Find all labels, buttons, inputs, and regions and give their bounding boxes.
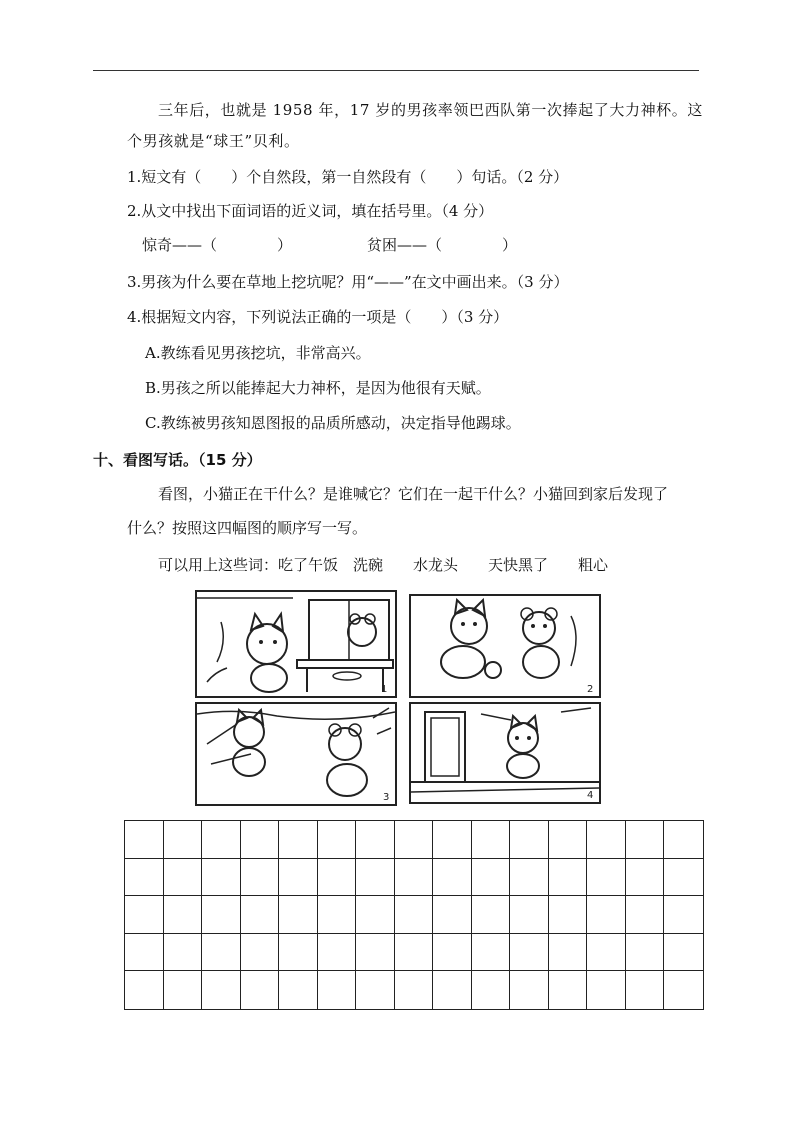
grid-cell[interactable]	[664, 896, 703, 934]
grid-cell[interactable]	[626, 971, 665, 1009]
grid-cell[interactable]	[395, 934, 434, 972]
grid-cell[interactable]	[164, 896, 203, 934]
grid-cell[interactable]	[587, 896, 626, 934]
grid-cell[interactable]	[356, 896, 395, 934]
grid-cell[interactable]	[472, 971, 511, 1009]
grid-cell[interactable]	[241, 971, 280, 1009]
grid-cell[interactable]	[433, 859, 472, 897]
grid-cell[interactable]	[318, 821, 357, 859]
section-10-heading: 十、看图写话。（15 分）	[93, 451, 262, 469]
question-4-option-a: A.教练看见男孩挖坑，非常高兴。	[145, 344, 371, 362]
grid-cell[interactable]	[587, 934, 626, 972]
grid-cell[interactable]	[356, 859, 395, 897]
grid-cell[interactable]	[549, 896, 588, 934]
question-2: 2.从文中找出下面词语的近义词，填在括号里。（4 分）	[127, 202, 494, 220]
passage-line-1: 三年后，也就是 1958 年，17 岁的男孩率领巴西队第一次捧起了大力神杯。这	[158, 101, 703, 119]
panel-number-4: 4	[587, 790, 594, 801]
passage-line-2: 个男孩就是“球王”贝利。	[127, 132, 300, 150]
section-10-prompt-2: 什么？按照这四幅图的顺序写一写。	[127, 519, 368, 537]
picture-panel-3	[195, 702, 397, 806]
grid-cell[interactable]	[318, 934, 357, 972]
grid-cell[interactable]	[549, 859, 588, 897]
grid-cell[interactable]	[587, 971, 626, 1009]
grid-cell[interactable]	[125, 859, 164, 897]
grid-cell[interactable]	[279, 821, 318, 859]
grid-cell[interactable]	[664, 821, 703, 859]
question-1: 1.短文有（ ）个自然段，第一自然段有（ ）句话。（2 分）	[127, 168, 569, 186]
question-4-option-c: C.教练被男孩知恩图报的品质所感动，决定指导他踢球。	[145, 414, 521, 432]
grid-cell[interactable]	[626, 859, 665, 897]
grid-cell[interactable]	[241, 934, 280, 972]
picture-story	[195, 590, 601, 804]
grid-cell[interactable]	[549, 971, 588, 1009]
grid-cell[interactable]	[587, 821, 626, 859]
grid-cell[interactable]	[510, 934, 549, 972]
cat-at-table-illustration	[197, 592, 395, 696]
question-3: 3.男孩为什么要在草地上挖坑呢？用“——”在文中画出来。（3 分）	[127, 273, 569, 291]
grid-cell[interactable]	[510, 971, 549, 1009]
cat-and-bear-ball-illustration	[411, 596, 599, 696]
grid-cell[interactable]	[664, 934, 703, 972]
grid-cell[interactable]	[395, 859, 434, 897]
grid-cell[interactable]	[433, 821, 472, 859]
grid-cell[interactable]	[433, 934, 472, 972]
picture-panel-2	[409, 594, 601, 698]
grid-cell[interactable]	[202, 896, 241, 934]
grid-cell[interactable]	[241, 896, 280, 934]
grid-cell[interactable]	[510, 859, 549, 897]
grid-cell[interactable]	[318, 859, 357, 897]
grid-cell[interactable]	[356, 971, 395, 1009]
grid-cell[interactable]	[356, 934, 395, 972]
grid-cell[interactable]	[279, 971, 318, 1009]
grid-cell[interactable]	[125, 934, 164, 972]
grid-cell[interactable]	[549, 821, 588, 859]
grid-cell[interactable]	[626, 821, 665, 859]
grid-cell[interactable]	[202, 821, 241, 859]
grid-cell[interactable]	[164, 859, 203, 897]
section-10-prompt-1: 看图，小猫正在干什么？是谁喊它？它们在一起干什么？小猫回到家后发现了	[158, 485, 669, 503]
grid-cell[interactable]	[433, 971, 472, 1009]
grid-cell[interactable]	[395, 821, 434, 859]
grid-cell[interactable]	[626, 896, 665, 934]
grid-cell[interactable]	[202, 934, 241, 972]
grid-cell[interactable]	[279, 859, 318, 897]
picture-panel-1	[195, 590, 397, 698]
grid-cell[interactable]	[125, 896, 164, 934]
grid-cell[interactable]	[241, 821, 280, 859]
grid-cell[interactable]	[395, 896, 434, 934]
grid-cell[interactable]	[664, 859, 703, 897]
grid-cell[interactable]	[626, 934, 665, 972]
grid-cell[interactable]	[433, 896, 472, 934]
writing-grid[interactable]	[124, 820, 704, 1010]
grid-cell[interactable]	[356, 821, 395, 859]
question-2-word-2: 贫困——（ ）	[367, 236, 518, 254]
top-rule	[93, 70, 699, 71]
grid-cell[interactable]	[164, 934, 203, 972]
grid-cell[interactable]	[125, 971, 164, 1009]
grid-cell[interactable]	[395, 971, 434, 1009]
question-2-word-1: 惊奇——（ ）	[142, 236, 293, 254]
cat-returns-home-illustration	[411, 704, 599, 802]
grid-cell[interactable]	[472, 821, 511, 859]
panel-number-2: 2	[587, 684, 594, 695]
panel-number-3: 3	[383, 792, 390, 803]
grid-cell[interactable]	[241, 859, 280, 897]
grid-cell[interactable]	[472, 896, 511, 934]
grid-cell[interactable]	[202, 859, 241, 897]
grid-cell[interactable]	[664, 971, 703, 1009]
grid-cell[interactable]	[318, 971, 357, 1009]
grid-cell[interactable]	[510, 896, 549, 934]
grid-cell[interactable]	[202, 971, 241, 1009]
grid-cell[interactable]	[125, 821, 164, 859]
question-4-option-b: B.男孩之所以能捧起大力神杯，是因为他很有天赋。	[145, 379, 491, 397]
question-4: 4.根据短文内容，下列说法正确的一项是（ ）（3 分）	[127, 308, 509, 326]
grid-cell[interactable]	[472, 934, 511, 972]
grid-cell[interactable]	[318, 896, 357, 934]
cat-running-illustration	[197, 704, 395, 804]
grid-cell[interactable]	[510, 821, 549, 859]
grid-cell[interactable]	[164, 971, 203, 1009]
grid-cell[interactable]	[279, 934, 318, 972]
section-10-word-bank: 可以用上这些词：吃了午饭 洗碗 水龙头 天快黑了 粗心	[158, 556, 609, 574]
grid-cell[interactable]	[279, 896, 318, 934]
panel-number-1: 1	[381, 684, 388, 695]
grid-cell[interactable]	[472, 859, 511, 897]
grid-cell[interactable]	[164, 821, 203, 859]
grid-cell[interactable]	[549, 934, 588, 972]
grid-cell[interactable]	[587, 859, 626, 897]
picture-panel-4	[409, 702, 601, 804]
